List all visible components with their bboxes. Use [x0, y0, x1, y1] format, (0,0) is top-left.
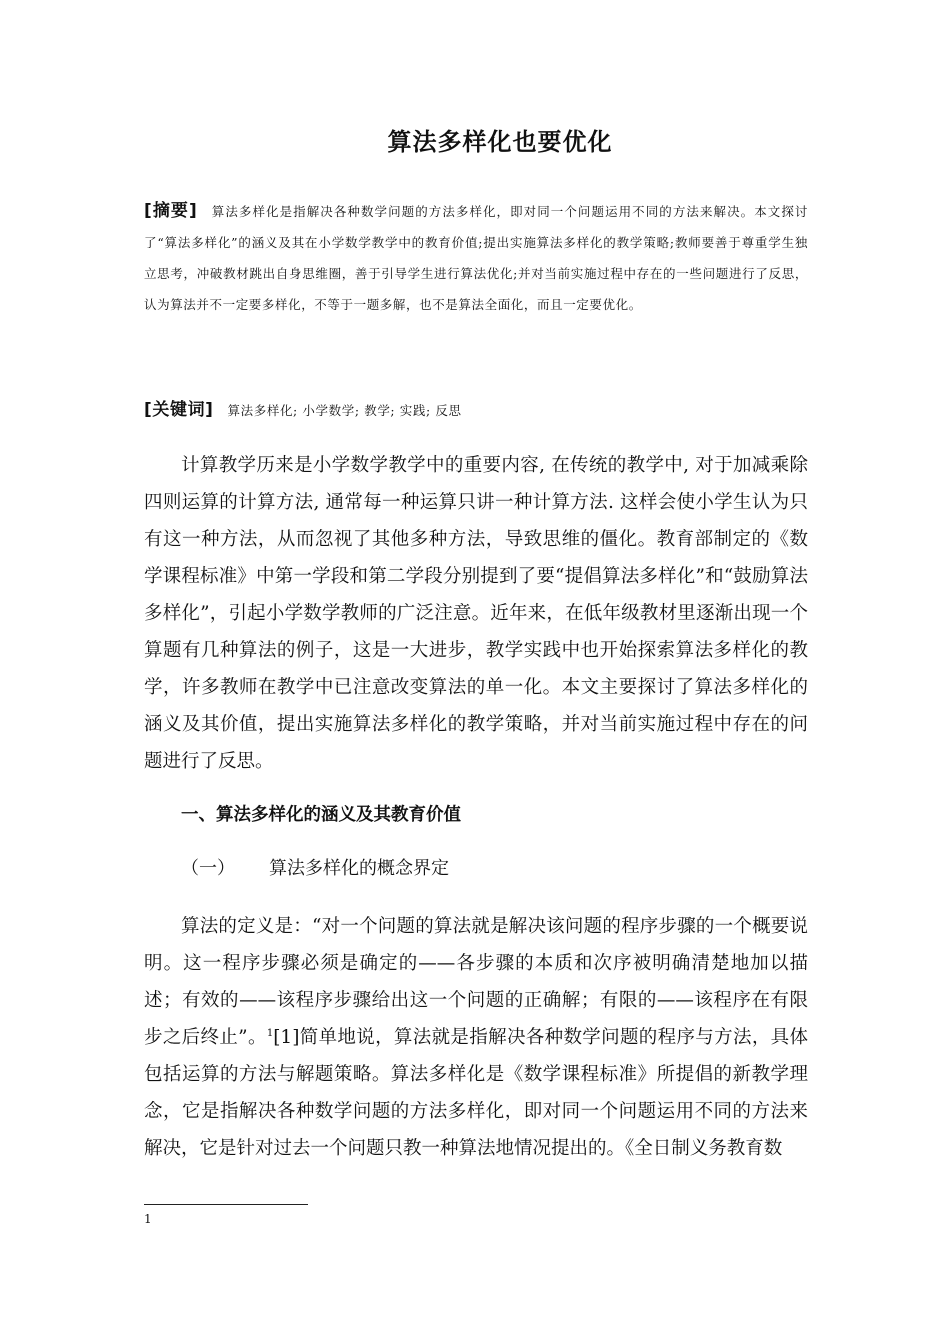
footnote-reference[interactable]: 1 [266, 1028, 274, 1039]
footnote-divider [144, 1204, 308, 1205]
footnote-number: 1 [144, 1212, 152, 1226]
keywords-tag: [关键词] [144, 400, 214, 420]
intro-paragraph: 计算教学历来是小学数学教学中的重要内容, 在传统的教学中, 对于加减乘除四则运算的计算方法, 通常每一种运算只讲一种计算方法. 这样会使小学生认为只有这一种方法，从而忽视了其他多种方法，导致思维的僵化。教育部制定的《数学课程标准》中第一学段和第二学段分别提到了要“提倡算法多样化”和“鼓励算法多样化”，引起小学数学教师的广泛注意。近年来，在低年级教材里逐渐出现一个算题有几种算法的例子，这是一大进步，教学实践中也开始探索算法多样化的教学，许多教师在教学中已注意改变算法的单一化。本文主要探讨了算法多样化的涵义及其价值，提出实施算法多样化的教学策略，并对当前实施过程中存在的问题进行了反思。 [144, 455, 808, 772]
document-title: 算法多样化也要优化 [387, 128, 613, 156]
keywords-section [144, 395, 808, 426]
abstract-tag: [摘要] [144, 201, 198, 221]
subsection-title: 算法多样化的概念界定 [269, 858, 449, 879]
definition-paragraph [144, 908, 808, 1167]
abstract-text: 算法多样化是指解决各种数学问题的方法多样化，即对同一个问题运用不同的方法来解决。本文探讨了“算法多样化”的涵义及其在小学数学教学中的教育价值;提出实施算法多样化的教学策略;教师要善于尊重学生独立思考，冲破教材跳出自身思维圈，善于引导学生进行算法优化;并对当前实施过程中存在的一些问题进行了反思，认为算法并不一定要多样化，不等于一题多解，也不是算法全面化，而且一定要优化。 [144, 204, 808, 312]
keywords-text: 算法多样化; 小学数学; 教学; 实践; 反思 [227, 403, 462, 418]
subsection-number: （一） [181, 858, 235, 879]
definition-text-part1: 算法的定义是：“对一个问题的算法就是解决该问题的程序步骤的一个概要说明。这一程序步骤必须是确定的——各步骤的本质和次序被明确清楚地加以描述；有效的——该程序步骤给出这一个问题的正确解；有限的——该程序在有限步之后终止”。 [144, 916, 808, 1048]
section-heading: 一、算法多样化的涵义及其教育价值 [181, 805, 461, 825]
definition-text-part2: [1]简单地说，算法就是指解决各种数学问题的程序与方法，具体包括运算的方法与解题策略。算法多样化是《数学课程标准》所提倡的新教学理念，它是指解决各种数学问题的方法多样化，即对同一个问题运用不同的方法来解决，它是针对过去一个问题只教一种算法地情况提出的。《全日制义务教育数 [144, 1027, 808, 1159]
subsection-heading [181, 854, 449, 880]
abstract-section [144, 196, 808, 320]
